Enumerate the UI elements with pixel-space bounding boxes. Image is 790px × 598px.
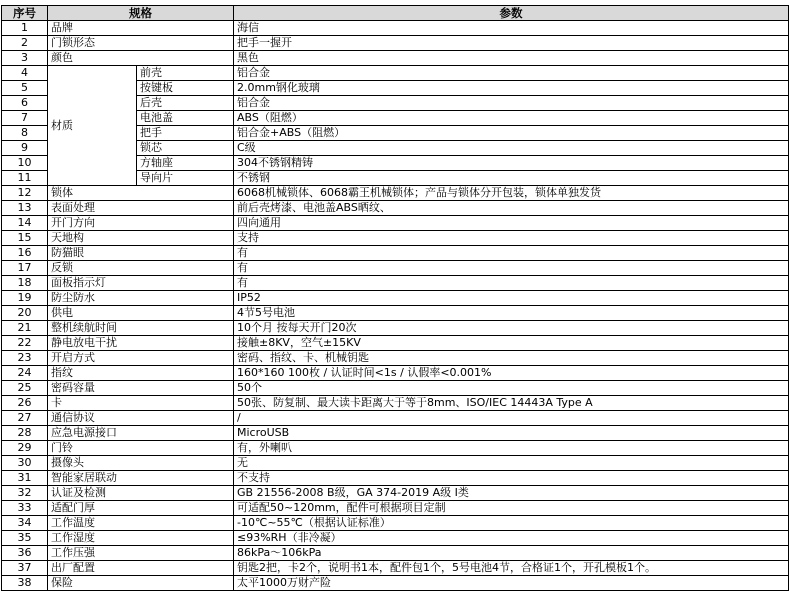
spec-value: 不锈钢 bbox=[234, 171, 789, 186]
material-group-label: 材质 bbox=[48, 66, 137, 186]
row-number: 16 bbox=[2, 246, 48, 261]
row-number: 31 bbox=[2, 471, 48, 486]
row-number: 6 bbox=[2, 96, 48, 111]
row-number: 10 bbox=[2, 156, 48, 171]
spec-value: MicroUSB bbox=[234, 426, 789, 441]
spec-name: 智能家居联动 bbox=[48, 471, 234, 486]
header-param: 参数 bbox=[234, 6, 789, 21]
spec-value: 黑色 bbox=[234, 51, 789, 66]
table-row bbox=[2, 396, 789, 411]
spec-name: 整机续航时间 bbox=[48, 321, 234, 336]
table-row bbox=[2, 381, 789, 396]
table-row bbox=[2, 486, 789, 501]
spec-value: 密码、指纹、卡、机械钥匙 bbox=[234, 351, 789, 366]
spec-name: 门锁形态 bbox=[48, 36, 234, 51]
table-row bbox=[2, 291, 789, 306]
row-number: 34 bbox=[2, 516, 48, 531]
spec-name: 应急电源接口 bbox=[48, 426, 234, 441]
spec-value: 接触±8KV，空气±15KV bbox=[234, 336, 789, 351]
table-row bbox=[2, 51, 789, 66]
row-number: 20 bbox=[2, 306, 48, 321]
row-number: 26 bbox=[2, 396, 48, 411]
spec-name: 通信协议 bbox=[48, 411, 234, 426]
row-number: 8 bbox=[2, 126, 48, 141]
spec-value: 可适配50~120mm，配件可根据项目定制 bbox=[234, 501, 789, 516]
table-row bbox=[2, 186, 789, 201]
spec-name: 面板指示灯 bbox=[48, 276, 234, 291]
row-number: 29 bbox=[2, 441, 48, 456]
spec-name: 认证及检测 bbox=[48, 486, 234, 501]
spec-value: 50张、防复制、最大读卡距离大于等于8mm、ISO/IEC 14443A Type A bbox=[234, 396, 789, 411]
row-number: 14 bbox=[2, 216, 48, 231]
row-number: 13 bbox=[2, 201, 48, 216]
spec-value: GB 21556-2008 B级，GA 374-2019 A级 I类 bbox=[234, 486, 789, 501]
spec-name: 开启方式 bbox=[48, 351, 234, 366]
spec-subname: 锁芯 bbox=[137, 141, 234, 156]
spec-name: 开门方向 bbox=[48, 216, 234, 231]
row-number: 1 bbox=[2, 21, 48, 36]
spec-value: 四向通用 bbox=[234, 216, 789, 231]
spec-subname: 方轴座 bbox=[137, 156, 234, 171]
row-number: 38 bbox=[2, 576, 48, 591]
table-row bbox=[2, 231, 789, 246]
table-row bbox=[2, 261, 789, 276]
spec-value: 铝合金 bbox=[234, 66, 789, 81]
spec-name: 防尘防水 bbox=[48, 291, 234, 306]
row-number: 33 bbox=[2, 501, 48, 516]
spec-value: ≤93%RH（非冷凝） bbox=[234, 531, 789, 546]
spec-value: 铝合金 bbox=[234, 96, 789, 111]
header-row bbox=[2, 6, 789, 21]
table-row bbox=[2, 471, 789, 486]
table-row bbox=[2, 246, 789, 261]
spec-name: 摄像头 bbox=[48, 456, 234, 471]
table-row bbox=[2, 456, 789, 471]
table-row bbox=[2, 216, 789, 231]
table-row bbox=[2, 306, 789, 321]
spec-name: 防猫眼 bbox=[48, 246, 234, 261]
row-number: 7 bbox=[2, 111, 48, 126]
spec-name: 表面处理 bbox=[48, 201, 234, 216]
spec-value: IP52 bbox=[234, 291, 789, 306]
row-number: 24 bbox=[2, 366, 48, 381]
spec-subname: 前壳 bbox=[137, 66, 234, 81]
spec-name: 出厂配置 bbox=[48, 561, 234, 576]
row-number: 30 bbox=[2, 456, 48, 471]
spec-value: 6068机械锁体、6068霸王机械锁体；产品与锁体分开包装，锁体单独发货 bbox=[234, 186, 789, 201]
table-row bbox=[2, 21, 789, 36]
row-number: 28 bbox=[2, 426, 48, 441]
table-row bbox=[2, 426, 789, 441]
row-number: 23 bbox=[2, 351, 48, 366]
spec-value: ABS（阻燃） bbox=[234, 111, 789, 126]
spec-name: 反锁 bbox=[48, 261, 234, 276]
spec-value: 太平1000万财产险 bbox=[234, 576, 789, 591]
spec-value: 10个月 按每天开门20次 bbox=[234, 321, 789, 336]
spec-subname: 电池盖 bbox=[137, 111, 234, 126]
table-row bbox=[2, 351, 789, 366]
row-number: 2 bbox=[2, 36, 48, 51]
table-row bbox=[2, 201, 789, 216]
table-row bbox=[2, 441, 789, 456]
table-row bbox=[2, 501, 789, 516]
table-row bbox=[2, 66, 789, 81]
spec-subname: 按键板 bbox=[137, 81, 234, 96]
spec-value: 有 bbox=[234, 276, 789, 291]
row-number: 22 bbox=[2, 336, 48, 351]
table-row bbox=[2, 561, 789, 576]
row-number: 3 bbox=[2, 51, 48, 66]
spec-value: 50个 bbox=[234, 381, 789, 396]
row-number: 15 bbox=[2, 231, 48, 246]
row-number: 12 bbox=[2, 186, 48, 201]
row-number: 32 bbox=[2, 486, 48, 501]
row-number: 37 bbox=[2, 561, 48, 576]
spec-name: 品牌 bbox=[48, 21, 234, 36]
spec-value: 160*160 100枚 / 认证时间<1s / 认假率<0.001% bbox=[234, 366, 789, 381]
header-spec: 规格 bbox=[48, 6, 234, 21]
spec-value: 有 bbox=[234, 261, 789, 276]
spec-subname: 把手 bbox=[137, 126, 234, 141]
header-no: 序号 bbox=[2, 6, 48, 21]
table-row bbox=[2, 576, 789, 591]
spec-value: C级 bbox=[234, 141, 789, 156]
spec-value: 不支持 bbox=[234, 471, 789, 486]
spec-value: 铝合金+ABS（阻燃） bbox=[234, 126, 789, 141]
row-number: 17 bbox=[2, 261, 48, 276]
row-number: 21 bbox=[2, 321, 48, 336]
spec-subname: 导向片 bbox=[137, 171, 234, 186]
spec-table bbox=[1, 5, 789, 591]
table-row bbox=[2, 321, 789, 336]
spec-value: 304不锈钢精铸 bbox=[234, 156, 789, 171]
table-row bbox=[2, 546, 789, 561]
spec-value: 有 bbox=[234, 246, 789, 261]
row-number: 11 bbox=[2, 171, 48, 186]
spec-name: 锁体 bbox=[48, 186, 234, 201]
spec-name: 卡 bbox=[48, 396, 234, 411]
table-row bbox=[2, 411, 789, 426]
spec-value: 有，外喇叭 bbox=[234, 441, 789, 456]
spec-value: 支持 bbox=[234, 231, 789, 246]
spec-name: 静电放电干扰 bbox=[48, 336, 234, 351]
table-row bbox=[2, 276, 789, 291]
spec-value: 无 bbox=[234, 456, 789, 471]
spec-name: 颜色 bbox=[48, 51, 234, 66]
row-number: 25 bbox=[2, 381, 48, 396]
spec-name: 供电 bbox=[48, 306, 234, 321]
spec-value: 前后壳烤漆、电池盖ABS晒纹、 bbox=[234, 201, 789, 216]
spec-value: / bbox=[234, 411, 789, 426]
table-row bbox=[2, 366, 789, 381]
row-number: 9 bbox=[2, 141, 48, 156]
spec-name: 密码容量 bbox=[48, 381, 234, 396]
spec-value: 把手一握开 bbox=[234, 36, 789, 51]
table-row bbox=[2, 336, 789, 351]
table-row bbox=[2, 531, 789, 546]
row-number: 19 bbox=[2, 291, 48, 306]
spec-name: 适配门厚 bbox=[48, 501, 234, 516]
spec-name: 保险 bbox=[48, 576, 234, 591]
spec-name: 指纹 bbox=[48, 366, 234, 381]
row-number: 5 bbox=[2, 81, 48, 96]
spec-name: 天地构 bbox=[48, 231, 234, 246]
table-row bbox=[2, 36, 789, 51]
row-number: 35 bbox=[2, 531, 48, 546]
row-number: 36 bbox=[2, 546, 48, 561]
spec-subname: 后壳 bbox=[137, 96, 234, 111]
spec-name: 工作压强 bbox=[48, 546, 234, 561]
row-number: 18 bbox=[2, 276, 48, 291]
spec-name: 门铃 bbox=[48, 441, 234, 456]
spec-value: 86kPa～106kPa bbox=[234, 546, 789, 561]
spec-value: 4节5号电池 bbox=[234, 306, 789, 321]
spec-value: 海信 bbox=[234, 21, 789, 36]
row-number: 4 bbox=[2, 66, 48, 81]
row-number: 27 bbox=[2, 411, 48, 426]
table-row bbox=[2, 516, 789, 531]
spec-value: -10℃~55℃（根据认证标准） bbox=[234, 516, 789, 531]
spec-name: 工作温度 bbox=[48, 516, 234, 531]
spec-value: 2.0mm钢化玻璃 bbox=[234, 81, 789, 96]
spec-value: 钥匙2把，卡2个，说明书1本，配件包1个，5号电池4节，合格证1个，开孔模板1个。 bbox=[234, 561, 789, 576]
spec-name: 工作湿度 bbox=[48, 531, 234, 546]
